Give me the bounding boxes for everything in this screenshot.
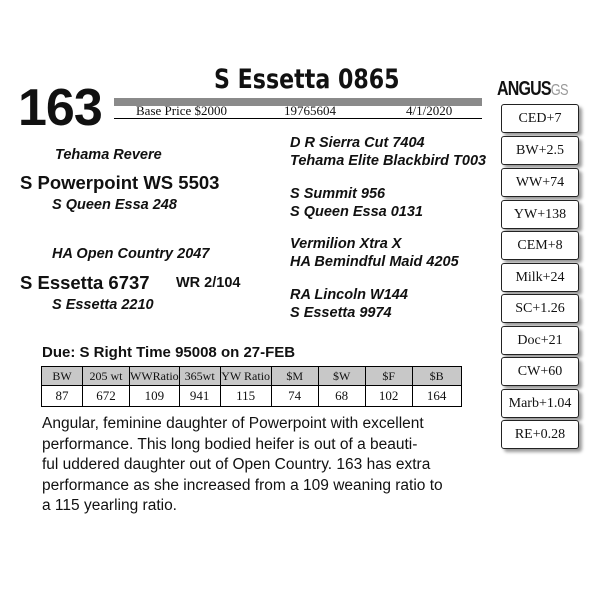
epd-re: RE+0.28: [501, 420, 579, 449]
dam: S Essetta 6737: [20, 272, 150, 293]
col-header: $M: [271, 367, 318, 386]
epd-cem: CEM+8: [501, 231, 579, 260]
table-cell: 941: [179, 386, 220, 407]
performance-table: [41, 366, 462, 407]
sire-dam-dam: S Queen Essa 0131: [290, 204, 423, 220]
description-line: performance as she increased from a 109 weaning ratio to: [42, 476, 443, 494]
dam-weaning-ratio: WR 2/104: [176, 275, 241, 291]
table-cell: 672: [83, 386, 130, 407]
base-price: Base Price $2000: [136, 103, 227, 118]
dam-dam-dam: S Essetta 9974: [290, 305, 392, 321]
table-cell: 164: [412, 386, 461, 407]
col-header: YW Ratio: [220, 367, 271, 386]
animal-name: S Essetta 0865: [214, 64, 400, 95]
description-line: a 115 yearling ratio.: [42, 497, 177, 514]
table-cell: 68: [318, 386, 365, 407]
description-line: ful uddered daughter out of Open Country. 163 has extra: [42, 456, 431, 473]
sire-sire-dam: Tehama Elite Blackbird T003: [290, 153, 487, 169]
dam-sire-sire: Vermilion Xtra X: [290, 236, 402, 252]
due-date-info: Due: S Right Time 95008 on 27-FEB: [42, 344, 296, 361]
lot-number: 163: [18, 79, 102, 137]
table-cell: 102: [365, 386, 412, 407]
description-line: Angular, feminine daughter of Powerpoint with excellent: [42, 415, 424, 432]
birth-date: 4/1/2020: [406, 103, 453, 118]
epd-sc: SC+1.26: [501, 294, 579, 323]
col-header: $W: [318, 367, 365, 386]
table-cell: 87: [42, 386, 83, 407]
col-header: $F: [365, 367, 412, 386]
sire-dam-sire: S Summit 956: [290, 186, 386, 202]
col-header: 205 wt: [83, 367, 130, 386]
dam-dam: S Essetta 2210: [52, 297, 154, 313]
sire-sire-sire: D R Sierra Cut 7404: [290, 135, 425, 151]
performance-header-row: [42, 367, 462, 386]
sire-dam: S Queen Essa 248: [52, 197, 177, 213]
table-cell: 115: [220, 386, 271, 407]
table-cell: 109: [130, 386, 180, 407]
epd-ced: CED+7: [501, 104, 579, 133]
epd-doc: Doc+21: [501, 326, 579, 355]
epd-marb: Marb+1.04: [501, 389, 579, 418]
epd-cw: CW+60: [501, 357, 579, 386]
epd-yw: YW+138: [501, 200, 579, 229]
dam-sire-dam: HA Bemindful Maid 4205: [290, 254, 459, 270]
description: [42, 414, 492, 517]
col-header: $B: [412, 367, 461, 386]
col-header: BW: [42, 367, 83, 386]
description-line: performance. This long bodied heifer is out of a beauti-: [42, 435, 418, 453]
table-cell: 74: [271, 386, 318, 407]
col-header: WWRatio: [130, 367, 180, 386]
sire: S Powerpoint WS 5503: [20, 172, 220, 193]
dam-sire: HA Open Country 2047: [52, 246, 210, 262]
col-header: 365wt: [179, 367, 220, 386]
epd-milk: Milk+24: [501, 263, 579, 292]
sire-sire: Tehama Revere: [55, 147, 162, 163]
angus-logo: ANGUSGS: [497, 78, 568, 100]
performance-value-row: [42, 386, 462, 407]
epd-ww: WW+74: [501, 168, 579, 197]
dam-dam-sire: RA Lincoln W144: [290, 287, 408, 303]
registration-number: 19765604: [284, 103, 336, 118]
epd-bw: BW+2.5: [501, 136, 579, 165]
